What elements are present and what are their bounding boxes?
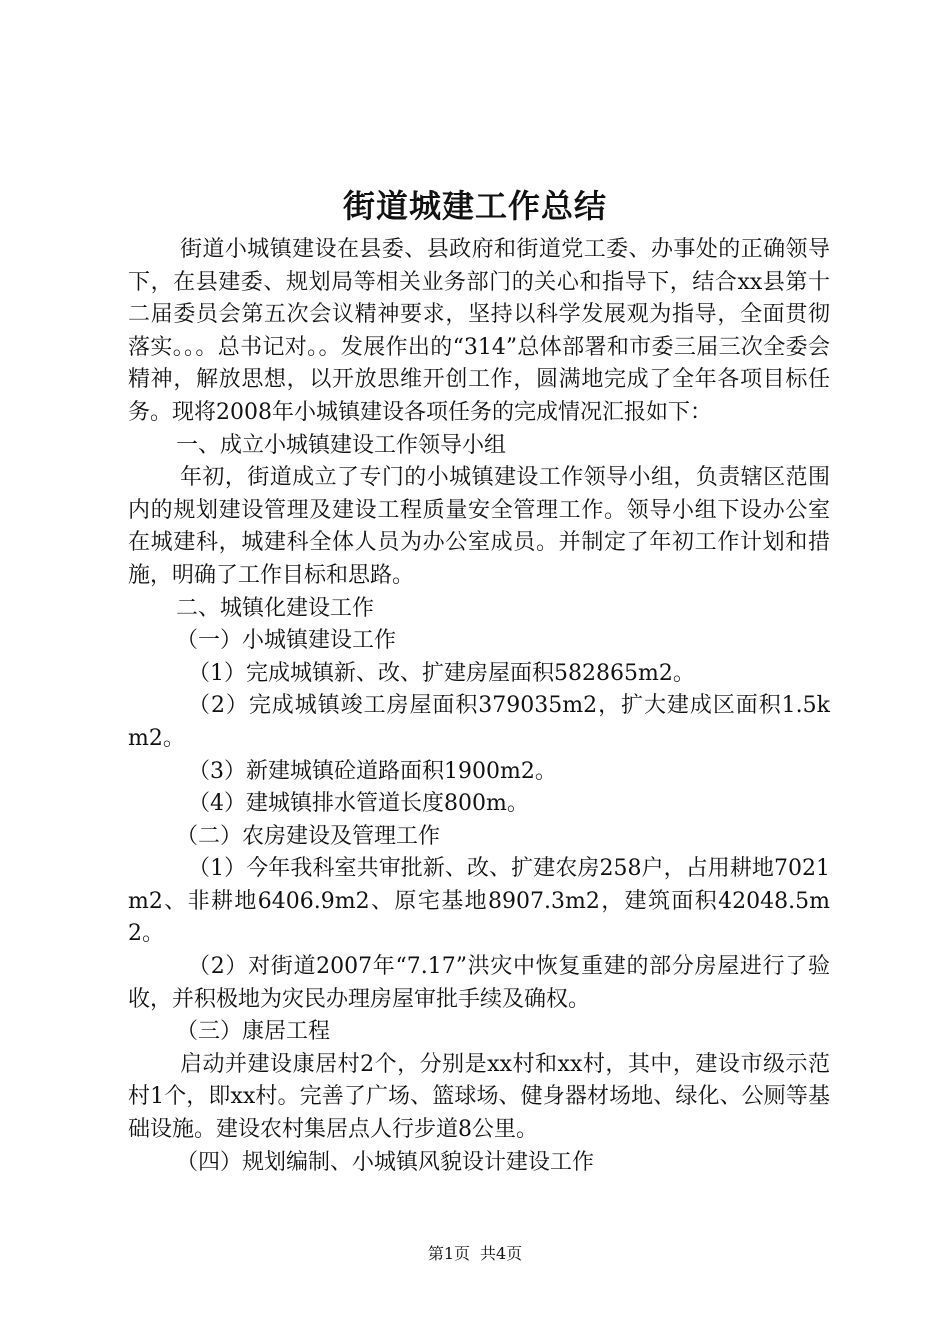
paragraph-intro: 街道小城镇建设在县委、县政府和街道党工委、办事处的正确领导下，在县建委、规划局等相关业务部门的关心和指导下，结合xx县第十二届委员会第五次会议精神要求，坚持以科学发展观为指导，全面贯彻落实。。。总书记对。。发展作出的“314”总体部署和市委三届三次全委会精神，解放思想，以开放思维开创工作，圆满地完成了全年各项目标任务。现将2008年小城镇建设各项任务的完成情况汇报如下： xyxy=(128,237,830,425)
page-number: 第1页 xyxy=(427,1244,470,1263)
page-footer xyxy=(0,1242,950,1266)
subheading-rural-housing: （二）农房建设及管理工作 xyxy=(176,823,441,849)
heading-section-2: 二、城镇化建设工作 xyxy=(176,595,375,621)
document-body xyxy=(128,234,830,1179)
subheading-small-town: （一）小城镇建设工作 xyxy=(176,628,397,654)
subheading-planning: （四）规划编制、小城镇风貌设计建设工作 xyxy=(176,1149,595,1175)
list-item-rural-approval: （1）今年我科室共审批新、改、扩建农房258户，占用耕地7021m2、非耕地6406.9m2、原宅基地8907.3m2，建筑面积42048.5m2。 xyxy=(128,856,830,947)
subheading-kangju: （三）康居工程 xyxy=(176,1019,331,1045)
list-item-flood-rebuild: （2）对街道2007年“7.17”洪灾中恢复重建的部分房屋进行了验收，并积极地为灾民办理房屋审批手续及确权。 xyxy=(128,954,830,1012)
list-item-housing-area: （1）完成城镇新、改、扩建房屋面积582865m2。 xyxy=(188,660,695,686)
heading-section-1: 一、成立小城镇建设工作领导小组 xyxy=(176,432,507,458)
list-item-completed-area: （2）完成城镇竣工房屋面积379035m2，扩大建成区面积1.5km2。 xyxy=(128,693,830,751)
list-item-road-area: （3）新建城镇砼道路面积1900m2。 xyxy=(188,758,557,784)
paragraph-kangju: 启动并建设康居村2个，分别是xx村和xx村，其中，建设市级示范村1个，即xx村。完善了广场、篮球场、健身器材场地、绿化、公厕等基础设施。建设农村集居点人行步道8公里。 xyxy=(128,1051,830,1143)
document-title: 街道城建工作总结 xyxy=(342,187,607,225)
page-total: 共4页 xyxy=(480,1244,523,1263)
list-item-drainage: （4）建城镇排水管道长度800m。 xyxy=(188,791,529,817)
paragraph-leadership-group: 年初，街道成立了专门的小城镇建设工作领导小组，负责辖区范围内的规划建设管理及建设工程质量安全管理工作。领导小组下设办公室在城建科，城建科全体人员为办公室成员。并制定了年初工作计划和措施，明确了工作目标和思路。 xyxy=(128,465,830,588)
